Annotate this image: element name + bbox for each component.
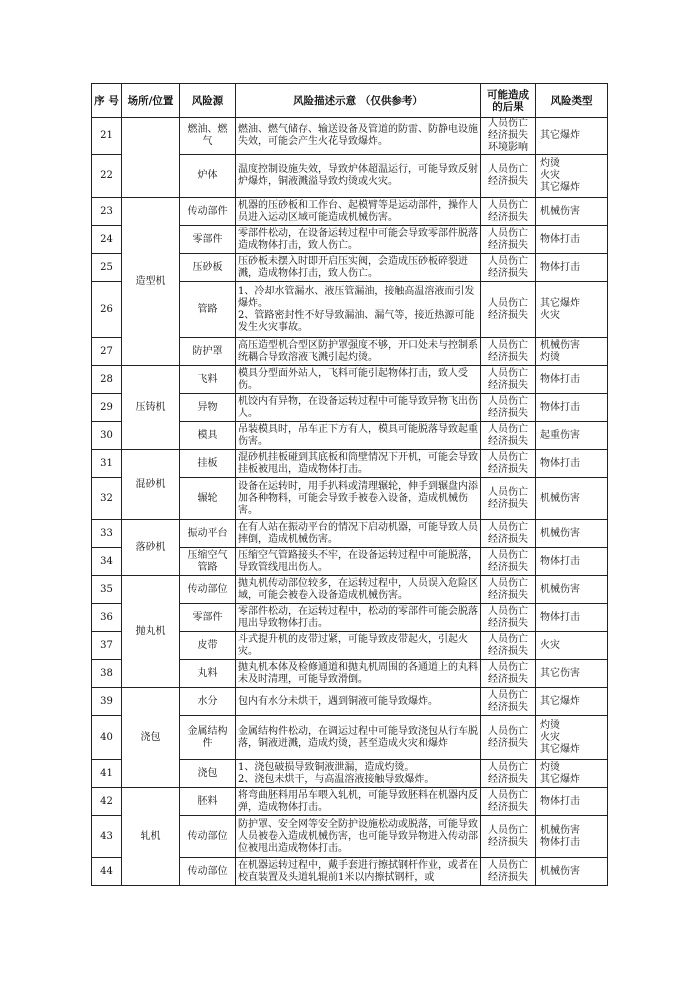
row-risk-type: 物体打击 [536,788,608,816]
row-source: 皮带 [180,632,236,660]
row-risk-type: 灼烫 火灾 其它爆炸 [536,716,608,760]
table-row [92,450,608,478]
row-description: 在有人站在振动平台的情况下启动机器，可能导致人员摔倒，造成机械伤害。 [236,520,481,548]
row-consequence: 人员伤亡 经济损失 [481,760,536,788]
row-source: 异物 [180,394,236,422]
row-source: 传动部位 [180,816,236,858]
row-seq: 21 [92,118,122,155]
row-source: 飞料 [180,366,236,394]
row-seq: 31 [92,450,122,478]
risk-table [91,83,608,886]
row-description: 压缩空气管路接头不牢，在设备运转过程中可能脱落，导致管线甩出伤人。 [236,548,481,576]
row-risk-type: 灼烫 其它爆炸 [536,760,608,788]
row-consequence: 人员伤亡 经济损失 [481,858,536,886]
row-risk-type: 灼烫 火灾 其它爆炸 [536,155,608,198]
header-place: 场所/位置 [122,84,180,118]
row-consequence: 人员伤亡 经济损失 环境影响 [481,118,536,155]
row-risk-type: 物体打击 [536,548,608,576]
row-description: 混砂机挂板碰到其底板和筒壁情况下开机，可能会导致挂板被甩出，造成物体打击。 [236,450,481,478]
row-consequence: 人员伤亡 经济损失 [481,716,536,760]
row-description: 模具分型面外站人，飞料可能引起物体打击，致人受伤。 [236,366,481,394]
row-source: 丸料 [180,660,236,688]
row-description: 抛丸机传动部位较多，在运转过程中，人员误入危险区域，可能会被卷入设备造成机械伤害。 [236,576,481,604]
row-description: 零部件松动，在设备运转过程中可能会导致零部件脱落造成物体打击，致人伤亡。 [236,226,481,254]
row-seq: 25 [92,254,122,282]
row-risk-type: 其它爆炸 火灾 [536,282,608,338]
row-description: 设备在运转时，用手扒料或清理辗轮，伸手到辗盘内添加各种物料，可能会导致手被卷入设备，造成机械伤害。 [236,478,481,520]
row-risk-type: 物体打击 [536,604,608,632]
row-consequence: 人员伤亡 经济损失 [481,338,536,366]
row-seq: 30 [92,422,122,450]
row-source: 燃油、燃 气 [180,118,236,155]
row-consequence: 人员伤亡 经济损失 [481,155,536,198]
row-description: 防护罩、安全网等安全防护设施松动或脱落，可能导致人员被卷入造成机械伤害，也可能导致异物进入传动部位被甩出造成物体打击。 [236,816,481,858]
row-seq: 27 [92,338,122,366]
table-row [92,576,608,604]
row-source: 零部件 [180,604,236,632]
row-consequence: 人员伤亡 经济损失 [481,788,536,816]
row-seq: 42 [92,788,122,816]
row-risk-type: 机械伤害 [536,520,608,548]
header-seq: 序 号 [92,84,122,118]
header-source: 风险源 [180,84,236,118]
row-source: 防护罩 [180,338,236,366]
row-place: 轧机 [122,788,180,886]
row-description: 抛丸机本体及检修通道和抛丸机周围的各通道上的丸料未及时清理，可能导致滑倒。 [236,660,481,688]
row-consequence: 人员伤亡 经济损失 [481,632,536,660]
row-consequence: 人员伤亡 经济损失 [481,816,536,858]
row-source: 辗轮 [180,478,236,520]
table-row [92,118,608,155]
row-source: 浇包 [180,760,236,788]
row-seq: 41 [92,760,122,788]
row-risk-type: 机械伤害 [536,576,608,604]
row-risk-type: 物体打击 [536,450,608,478]
row-risk-type: 物体打击 [536,366,608,394]
row-seq: 28 [92,366,122,394]
row-description: 高压造型机合型区防护罩强度不够，开口处未与控制系统耦合导致溶液飞溅引起灼烫。 [236,338,481,366]
table-row [92,520,608,548]
row-source: 胚料 [180,788,236,816]
row-place [122,118,180,198]
row-seq: 23 [92,198,122,226]
header-risk-type: 风险类型 [536,84,608,118]
row-source: 传动部位 [180,858,236,886]
row-consequence: 人员伤亡 经济损失 [481,422,536,450]
row-source: 压缩空气 管路 [180,548,236,576]
row-source: 模具 [180,422,236,450]
row-risk-type: 火灾 [536,632,608,660]
row-seq: 22 [92,155,122,198]
row-consequence: 人员伤亡 经济损失 [481,548,536,576]
row-risk-type: 其它爆炸 [536,118,608,155]
row-description: 压砂板未摆入时即开启压实阀，会造成压砂板碎裂迸溅，造成物体打击，致人伤亡。 [236,254,481,282]
row-source: 金属结构 件 [180,716,236,760]
row-seq: 24 [92,226,122,254]
row-risk-type: 其它伤害 [536,660,608,688]
row-source: 挂板 [180,450,236,478]
row-description: 机器的压砂板和工作台、起模臂等是运动部件，操作人员进入运动区域可能造成机械伤害。 [236,198,481,226]
row-description: 燃油、燃气储存、输送设备及管道的防雷、防静电设施失效，可能会产生火花导致爆炸。 [236,118,481,155]
header-consequence: 可能造成 的后果 [481,84,536,118]
row-risk-type: 机械伤害 [536,198,608,226]
row-consequence: 人员伤亡 经济损失 [481,478,536,520]
row-seq: 39 [92,688,122,716]
row-description: 包内有水分未烘干，遇到铜液可能导致爆炸。 [236,688,481,716]
row-seq: 29 [92,394,122,422]
table-row [92,688,608,716]
table-row [92,366,608,394]
row-seq: 26 [92,282,122,338]
table-row [92,198,608,226]
row-consequence: 人员伤亡 经济损失 [481,520,536,548]
row-description: 1、冷却水管漏水、液压管漏油，接触高温溶液而引发爆炸。 2、管路密封性不好导致漏油、漏气等，接近热源可能发生火灾事故。 [236,282,481,338]
row-seq: 38 [92,660,122,688]
row-description: 零部件松动，在运转过程中，松动的零部件可能会脱落甩出导致物体打击。 [236,604,481,632]
row-risk-type: 物体打击 [536,394,608,422]
row-consequence: 人员伤亡 经济损失 [481,282,536,338]
row-description: 吊装模具时，吊车正下方有人，模具可能脱落导致起重伤害。 [236,422,481,450]
row-seq: 33 [92,520,122,548]
row-source: 压砂板 [180,254,236,282]
row-consequence: 人员伤亡 经济损失 [481,394,536,422]
row-source: 传动部件 [180,198,236,226]
header-description: 风险描述示意 （仅供参考） [236,84,481,118]
row-source: 零部件 [180,226,236,254]
row-consequence: 人员伤亡 经济损失 [481,604,536,632]
row-place: 混砂机 [122,450,180,520]
row-seq: 40 [92,716,122,760]
row-seq: 36 [92,604,122,632]
row-description: 机饺内有异物，在设备运转过程中可能导致异物飞出伤人。 [236,394,481,422]
row-consequence: 人员伤亡 经济损失 [481,576,536,604]
row-seq: 32 [92,478,122,520]
table-header-row [92,84,608,118]
row-source: 振动平台 [180,520,236,548]
row-source: 水分 [180,688,236,716]
row-place: 浇包 [122,688,180,788]
row-consequence: 人员伤亡 经济损失 [481,198,536,226]
row-consequence: 人员伤亡 经济损失 [481,226,536,254]
row-source: 炉体 [180,155,236,198]
row-seq: 43 [92,816,122,858]
row-consequence: 人员伤亡 经济损失 [481,688,536,716]
row-place: 压铸机 [122,366,180,450]
row-risk-type: 物体打击 [536,254,608,282]
row-source: 管路 [180,282,236,338]
row-consequence: 人员伤亡 经济损失 [481,450,536,478]
row-risk-type: 机械伤害 [536,478,608,520]
row-consequence: 人员伤亡 经济损失 [481,254,536,282]
row-place: 抛丸机 [122,576,180,688]
row-place: 落砂机 [122,520,180,576]
row-description: 斗式提升机的皮带过紧，可能导致皮带起火，引起火灾。 [236,632,481,660]
row-description: 将弯曲胚料用吊车喂入轧机，可能导致胚料在机器内反弹，造成物体打击。 [236,788,481,816]
row-risk-type: 其它爆炸 [536,688,608,716]
row-risk-type: 起重伤害 [536,422,608,450]
row-risk-type: 物体打击 [536,226,608,254]
row-consequence: 人员伤亡 经济损失 [481,366,536,394]
row-consequence: 人员伤亡 经济损失 [481,660,536,688]
row-seq: 34 [92,548,122,576]
row-source: 传动部位 [180,576,236,604]
table-row [92,788,608,816]
row-description: 在机器运转过程中，戴手套进行擦拭钢杆作业，或者在校直装置及头道轧辊前1米以内擦拭钢杆，或 [236,858,481,886]
row-seq: 35 [92,576,122,604]
row-risk-type: 机械伤害 灼烫 [536,338,608,366]
row-risk-type: 机械伤害 [536,858,608,886]
row-description: 温度控制设施失效，导致炉体超温运行，可能导致反射炉爆炸，铜液溅溢导致灼烫或火灾。 [236,155,481,198]
row-risk-type: 机械伤害 物体打击 [536,816,608,858]
row-seq: 44 [92,858,122,886]
row-place: 造型机 [122,198,180,366]
row-description: 1、浇包破损导致铜液泄漏，造成灼烫。 2、浇包未烘干，与高温溶液接触导致爆炸。 [236,760,481,788]
row-seq: 37 [92,632,122,660]
row-description: 金属结构件松动，在调运过程中可能导致浇包从行车脱落，铜液迸溅，造成灼烫，甚至造成火灾和爆炸 [236,716,481,760]
